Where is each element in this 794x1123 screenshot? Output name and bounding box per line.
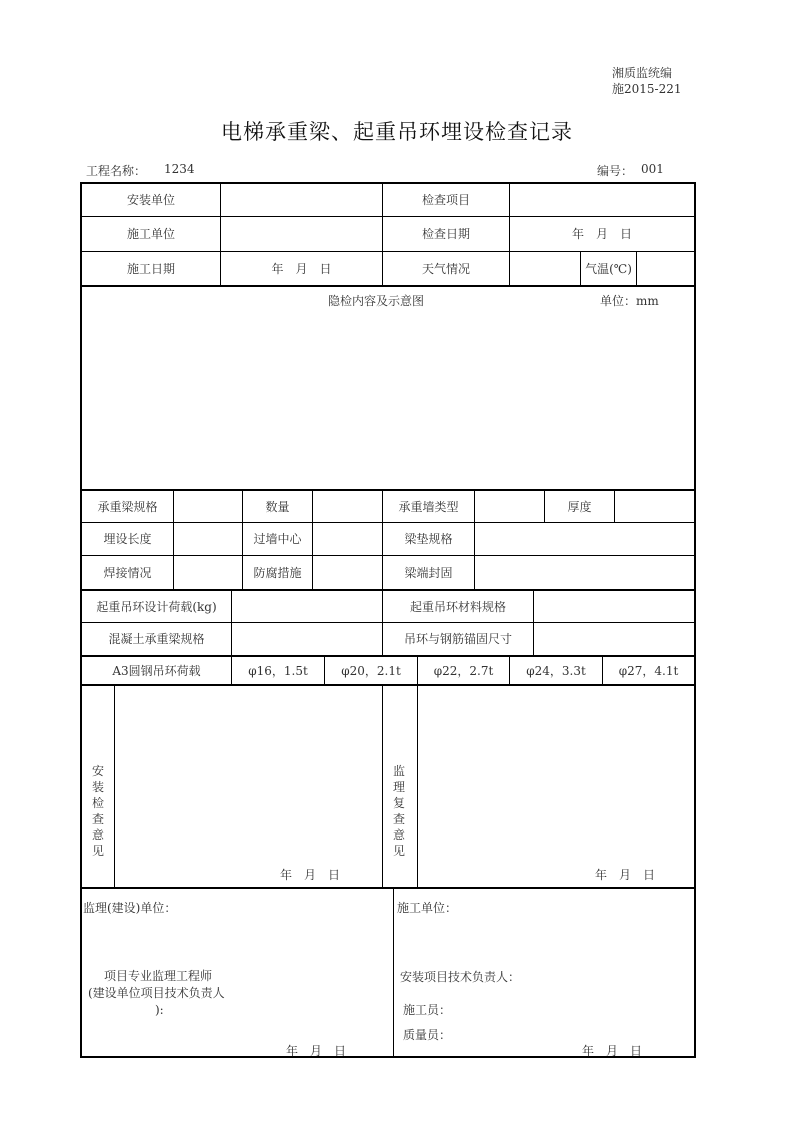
embed-length-field[interactable] (174, 523, 242, 555)
hidden-check-unit: 单位：mm (600, 294, 659, 308)
vline (382, 684, 383, 888)
record-number-value[interactable]: 001 (641, 162, 664, 176)
vline (393, 887, 394, 1057)
welding-field[interactable] (174, 556, 242, 589)
construct-date-label: 施工日期 (126, 261, 175, 276)
weather-field[interactable] (510, 252, 580, 285)
quality-inspector-label: 质量员： (403, 1028, 452, 1042)
beam-spec-label: 承重梁规格 (97, 499, 158, 514)
hline (80, 285, 696, 287)
anticorrosion-field[interactable] (313, 556, 382, 589)
ring-design-load-label: 起重吊环设计荷载(kg) (96, 599, 217, 614)
construct-sign-date: 年 月 日 (582, 1044, 643, 1058)
check-item-field[interactable] (510, 184, 694, 216)
anchor-size-label: 吊环与钢筋锚固尺寸 (403, 632, 512, 646)
pad-spec-label: 梁垫规格 (404, 532, 453, 546)
install-opinion-date: 年 月 日 (280, 868, 341, 882)
doc-code-line1: 湘质监统编 (612, 66, 673, 80)
check-date-label: 检查日期 (421, 227, 470, 241)
concrete-beam-spec-label: 混凝土承重梁规格 (108, 632, 205, 646)
supervise-opinion-date: 年 月 日 (595, 868, 656, 882)
supervise-engineer-label-2: (建设单位项目技术负责人 (88, 986, 225, 1000)
check-item-label: 检查项目 (421, 193, 470, 207)
wall-type-field[interactable] (475, 491, 544, 522)
end-seal-field[interactable] (475, 556, 694, 589)
construct-date-field[interactable]: 年 月 日 (271, 261, 332, 276)
project-name-value[interactable]: 1234 (164, 162, 195, 176)
install-opinion-label: 安装 检查 意见 (91, 764, 104, 858)
hidden-check-sketch-area[interactable] (82, 312, 694, 488)
temperature-field[interactable] (637, 252, 694, 285)
construct-unit-sign-label: 施工单位： (397, 901, 458, 915)
install-unit-field[interactable] (221, 184, 382, 216)
a3-load-cell: φ16，1.5t (248, 663, 308, 678)
inspection-form (80, 182, 696, 1058)
a3-load-cell: φ20，2.1t (341, 663, 401, 678)
thickness-field[interactable] (615, 491, 694, 522)
beam-qty-field[interactable] (313, 491, 382, 522)
a3-load-cell: φ27，4.1t (618, 663, 679, 678)
ring-design-load-field[interactable] (232, 591, 382, 622)
over-wall-label: 过墙中心 (253, 532, 302, 546)
record-number-label: 编号： (597, 164, 634, 178)
hidden-check-title: 隐检内容及示意图 (328, 294, 425, 308)
over-wall-field[interactable] (313, 523, 382, 555)
supervise-opinion-field[interactable] (418, 686, 694, 856)
end-seal-label: 梁端封固 (404, 565, 453, 580)
supervise-engineer-label-3: ): (155, 1003, 164, 1017)
install-unit-label: 安装单位 (126, 193, 175, 207)
install-opinion-field[interactable] (115, 686, 382, 856)
construct-unit-field[interactable] (221, 217, 382, 251)
supervise-sign-date: 年 月 日 (286, 1044, 347, 1058)
construct-unit-label: 施工单位 (126, 227, 175, 241)
supervise-unit-label: 监理(建设)单位： (83, 901, 177, 915)
weather-label: 天气情况 (421, 261, 470, 276)
welding-label: 焊接情况 (103, 565, 152, 580)
anchor-size-field[interactable] (534, 623, 694, 655)
a3-ring-load-label: A3圆钢吊环荷载 (112, 663, 201, 678)
thickness-label: 厚度 (567, 499, 592, 514)
install-tech-lead-label: 安装项目技术负责人： (400, 970, 521, 984)
anticorrosion-label: 防腐措施 (253, 565, 302, 580)
temperature-label: 气温(℃) (585, 261, 632, 276)
constructor-label: 施工员： (403, 1003, 452, 1017)
doc-code-line2: 施2015-221 (612, 82, 682, 96)
check-date-field[interactable]: 年 月 日 (571, 227, 632, 241)
concrete-beam-spec-field[interactable] (232, 623, 382, 655)
page-title: 电梯承重梁、起重吊环埋设检查记录 (221, 120, 573, 144)
pad-spec-field[interactable] (475, 523, 694, 555)
beam-qty-label: 数量 (265, 499, 290, 514)
project-name-label: 工程名称： (86, 164, 147, 178)
ring-material-spec-label: 起重吊环材料规格 (409, 599, 506, 614)
wall-type-label: 承重墙类型 (398, 499, 459, 514)
supervise-engineer-label: 项目专业监理工程师 (104, 969, 213, 983)
supervise-opinion-label: 监理 复查 意见 (392, 764, 405, 858)
ring-material-spec-field[interactable] (534, 591, 694, 622)
border-right (694, 182, 696, 1058)
embed-length-label: 埋设长度 (103, 532, 152, 546)
beam-spec-field[interactable] (174, 491, 242, 522)
a3-load-cell: φ24，3.3t (526, 663, 586, 678)
a3-load-cell: φ22，2.7t (433, 663, 494, 678)
hline (80, 887, 696, 889)
